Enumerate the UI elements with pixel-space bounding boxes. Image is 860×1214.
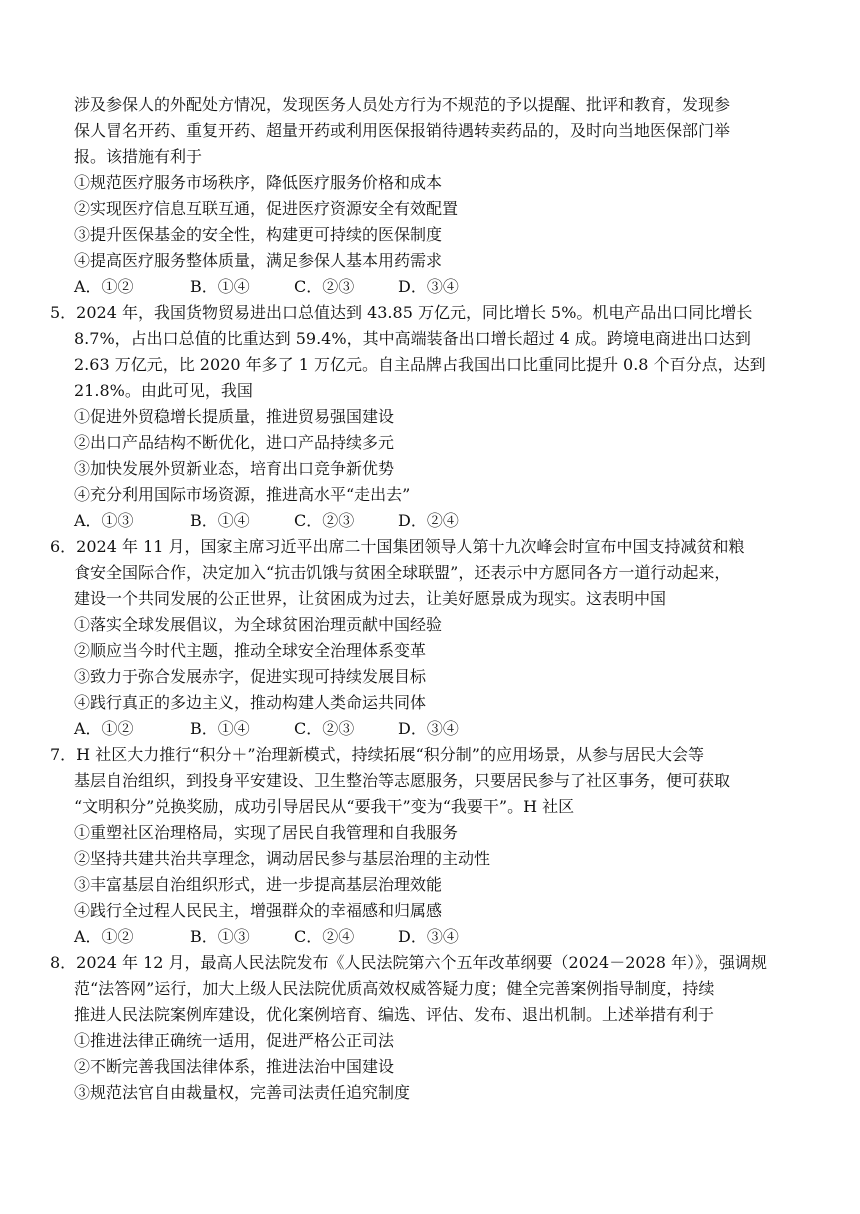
q5-answer-choices: [74, 508, 459, 534]
q6-stem-line: 食安全国际合作，决定加入“抗击饥饿与贫困全球联盟”，还表示中方愿同各方一道行动起来，: [74, 563, 731, 582]
q4-stem-line: 报。该措施有利于: [74, 147, 203, 166]
q6-choice-a[interactable]: A．①②: [74, 719, 134, 738]
q7-option: ①重塑社区治理格局，实现了居民自我管理和自我服务: [74, 823, 459, 842]
q8-stem-line: 推进人民法院案例库建设，优化案例培育、编选、评估、发布、退出机制。上述举措有利于: [74, 1005, 715, 1024]
q6-stem-line: 6．2024 年 11 月，国家主席习近平出席二十国集团领导人第十九次峰会时宣布中国支持减贫和粮: [50, 537, 745, 556]
q4-choice-b[interactable]: B．①④: [190, 277, 250, 296]
q5-stem-line: 8.7%，占出口总值的比重达到 59.4%，其中高端装备出口增长超过 4 成。跨境电商进出口达到: [74, 329, 751, 348]
q5-stem-line: 2.63 万亿元，比 2020 年多了 1 万亿元。自主品牌占我国出口比重同比提升 0.8 个百分点，达到: [74, 355, 766, 374]
q8-stem-line: 8．2024 年 12 月，最高人民法院发布《人民法院第六个五年改革纲要（2024－2028 年）》，强调规: [50, 953, 768, 972]
q7-choice-d[interactable]: D．③④: [398, 927, 459, 946]
q7-choice-b[interactable]: B．①③: [190, 927, 250, 946]
q5-choice-c[interactable]: C．②③: [294, 511, 355, 530]
q7-option: ④践行全过程人民民主，增强群众的幸福感和归属感: [74, 901, 443, 920]
q8-option: ②不断完善我国法律体系，推进法治中国建设: [74, 1057, 395, 1076]
q4-choice-c[interactable]: C．②③: [294, 277, 355, 296]
q4-answer-choices: [74, 274, 459, 300]
q7-stem-line: 基层自治组织，到投身平安建设、卫生整治等志愿服务，只要居民参与了社区事务，便可获取: [74, 771, 731, 790]
q4-stem-line: 保人冒名开药、重复开药、超量开药或利用医保报销待遇转卖药品的，及时向当地医保部门举: [74, 121, 731, 140]
q4-choice-a[interactable]: A．①②: [74, 277, 134, 296]
q8-option: ①推进法律正确统一适用，促进严格公正司法: [74, 1031, 395, 1050]
q5-stem-line: 21.8%。由此可见，我国: [74, 381, 253, 400]
q6-option: ③致力于弥合发展赤字，促进实现可持续发展目标: [74, 667, 427, 686]
q7-choice-a[interactable]: A．①②: [74, 927, 134, 946]
q4-choice-d[interactable]: D．③④: [398, 277, 459, 296]
q6-option: ②顺应当今时代主题，推动全球安全治理体系变革: [74, 641, 427, 660]
q5-option: ②出口产品结构不断优化，进口产品持续多元: [74, 433, 395, 452]
q6-choice-c[interactable]: C．②③: [294, 719, 355, 738]
q5-option: ④充分利用国际市场资源，推进高水平“走出去”: [74, 485, 411, 504]
q7-answer-choices: [74, 924, 459, 950]
q4-stem-line: 涉及参保人的外配处方情况，发现医务人员处方行为不规范的予以提醒、批评和教育，发现参: [74, 95, 731, 114]
q5-option: ①促进外贸稳增长提质量，推进贸易强国建设: [74, 407, 395, 426]
q6-answer-choices: [74, 716, 459, 742]
q6-option: ④践行真正的多边主义，推动构建人类命运共同体: [74, 693, 427, 712]
q7-choice-c[interactable]: C．②④: [294, 927, 355, 946]
q8-stem-line: 范“法答网”运行，加大上级人民法院优质高效权威答疑力度；健全完善案例指导制度，持续: [74, 979, 715, 998]
q6-stem-line: 建设一个共同发展的公正世界，让贫困成为过去，让美好愿景成为现实。这表明中国: [74, 589, 667, 608]
q5-choice-d[interactable]: D．②④: [398, 511, 459, 530]
q4-option: ③提升医保基金的安全性，构建更可持续的医保制度: [74, 225, 443, 244]
q7-option: ③丰富基层自治组织形式，进一步提高基层治理效能: [74, 875, 443, 894]
q7-stem-line: 7．H 社区大力推行“积分＋”治理新模式，持续拓展“积分制”的应用场景，从参与居民大会等: [50, 745, 704, 764]
q5-option: ③加快发展外贸新业态，培育出口竞争新优势: [74, 459, 395, 478]
q5-choice-b[interactable]: B．①④: [190, 511, 250, 530]
q7-option: ②坚持共建共治共享理念，调动居民参与基层治理的主动性: [74, 849, 491, 868]
q4-option: ④提高医疗服务整体质量，满足参保人基本用药需求: [74, 251, 443, 270]
q5-choice-a[interactable]: A．①③: [74, 511, 134, 530]
q5-stem-line: 5．2024 年，我国货物贸易进出口总值达到 43.85 万亿元，同比增长 5%。机电产品出口同比增长: [50, 303, 753, 322]
q7-stem-line: “文明积分”兑换奖励，成功引导居民从“要我干”变为“我要干”。H 社区: [74, 797, 575, 816]
q4-option: ①规范医疗服务市场秩序，降低医疗服务价格和成本: [74, 173, 443, 192]
q8-option: ③规范法官自由裁量权，完善司法责任追究制度: [74, 1083, 411, 1102]
q6-choice-b[interactable]: B．①④: [190, 719, 250, 738]
q6-option: ①落实全球发展倡议，为全球贫困治理贡献中国经验: [74, 615, 443, 634]
q4-option: ②实现医疗信息互联互通，促进医疗资源安全有效配置: [74, 199, 459, 218]
q6-choice-d[interactable]: D．③④: [398, 719, 459, 738]
